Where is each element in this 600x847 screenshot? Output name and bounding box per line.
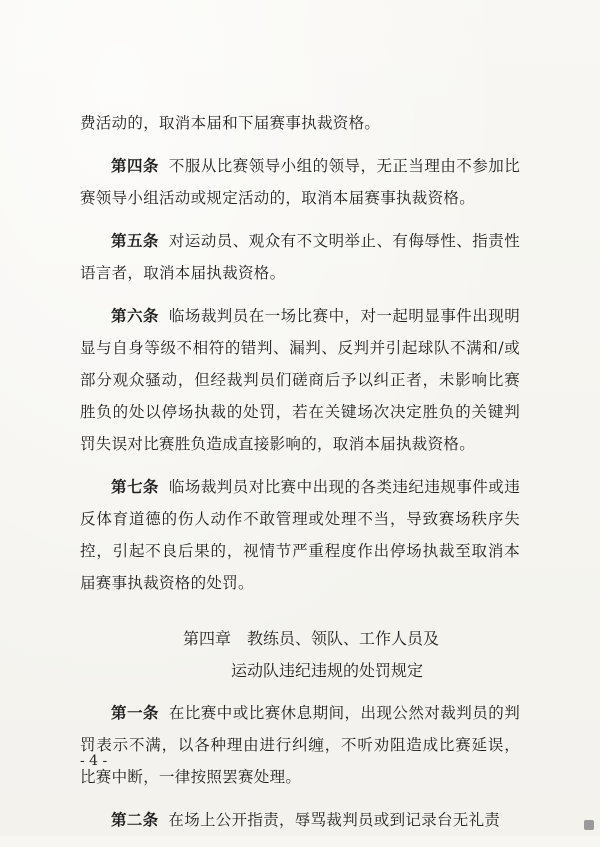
article-text: 不服从比赛领导小组的领导，无正当理由不参加比赛领导小组活动或规定活动的，取消本届赛事执裁资格。 bbox=[80, 157, 520, 207]
article-heading: 第一条 bbox=[111, 704, 159, 722]
document-body bbox=[80, 107, 520, 847]
article-text: 在比赛中或比赛休息期间，出现公然对裁判员的判罚表示不满，以各种理由进行纠缠，不听劝阻造成比赛延误，比赛中断，一律按照罢赛处理。 bbox=[80, 704, 520, 786]
article-5 bbox=[80, 225, 520, 289]
article-4 bbox=[80, 150, 520, 214]
chapter-title-line2: 运动队违纪违规的处罚规定 bbox=[230, 661, 423, 680]
chapter-title bbox=[80, 623, 520, 687]
article-text: 临场裁判员对比赛中出现的各类违纪违规事件或违反体育道德的伤人动作不敢管理或处理不当，导致赛场秩序失控，引起不良后果的，视情节严重程度作出停场执裁至取消本届赛事执裁资格的处罚。 bbox=[80, 478, 520, 592]
article-heading: 第五条 bbox=[111, 232, 159, 250]
chapter4-article-1 bbox=[80, 697, 520, 793]
article-heading: 第四条 bbox=[111, 157, 159, 175]
article-heading: 第二条 bbox=[111, 811, 159, 829]
paragraph-continuation bbox=[80, 107, 520, 139]
article-heading: 第七条 bbox=[111, 478, 159, 496]
article-7 bbox=[80, 471, 520, 599]
article-heading: 第六条 bbox=[111, 307, 159, 325]
chapter-title-line1: 第四章 教练员、领队、工作人员及 bbox=[182, 629, 439, 648]
chapter4-article-2 bbox=[80, 804, 520, 836]
article-6 bbox=[80, 300, 520, 460]
page-number: - 4 - bbox=[80, 753, 108, 769]
article-text: 对运动员、观众有不文明举止、有侮辱性、指责性语言者，取消本届执裁资格。 bbox=[80, 232, 520, 282]
article-text: 在场上公开指责，辱骂裁判员或到记录台无礼责 bbox=[168, 811, 501, 829]
article-text: 临场裁判员在一场比赛中，对一起明显事件出现明显与自身等级不相符的错判、漏判、反判并引起球队不满和/或部分观众骚动，但经裁判员们磋商后予以纠正者，未影响比赛胜负的处以停场执裁的处罚，若在关键场次决定胜负的关键判罚失误对比赛胜负造成直接影响的，取消本届执裁资格。 bbox=[80, 307, 520, 453]
paragraph-text: 费活动的，取消本届和下届赛事执裁资格。 bbox=[80, 114, 381, 132]
scan-corner-mark bbox=[584, 820, 594, 830]
